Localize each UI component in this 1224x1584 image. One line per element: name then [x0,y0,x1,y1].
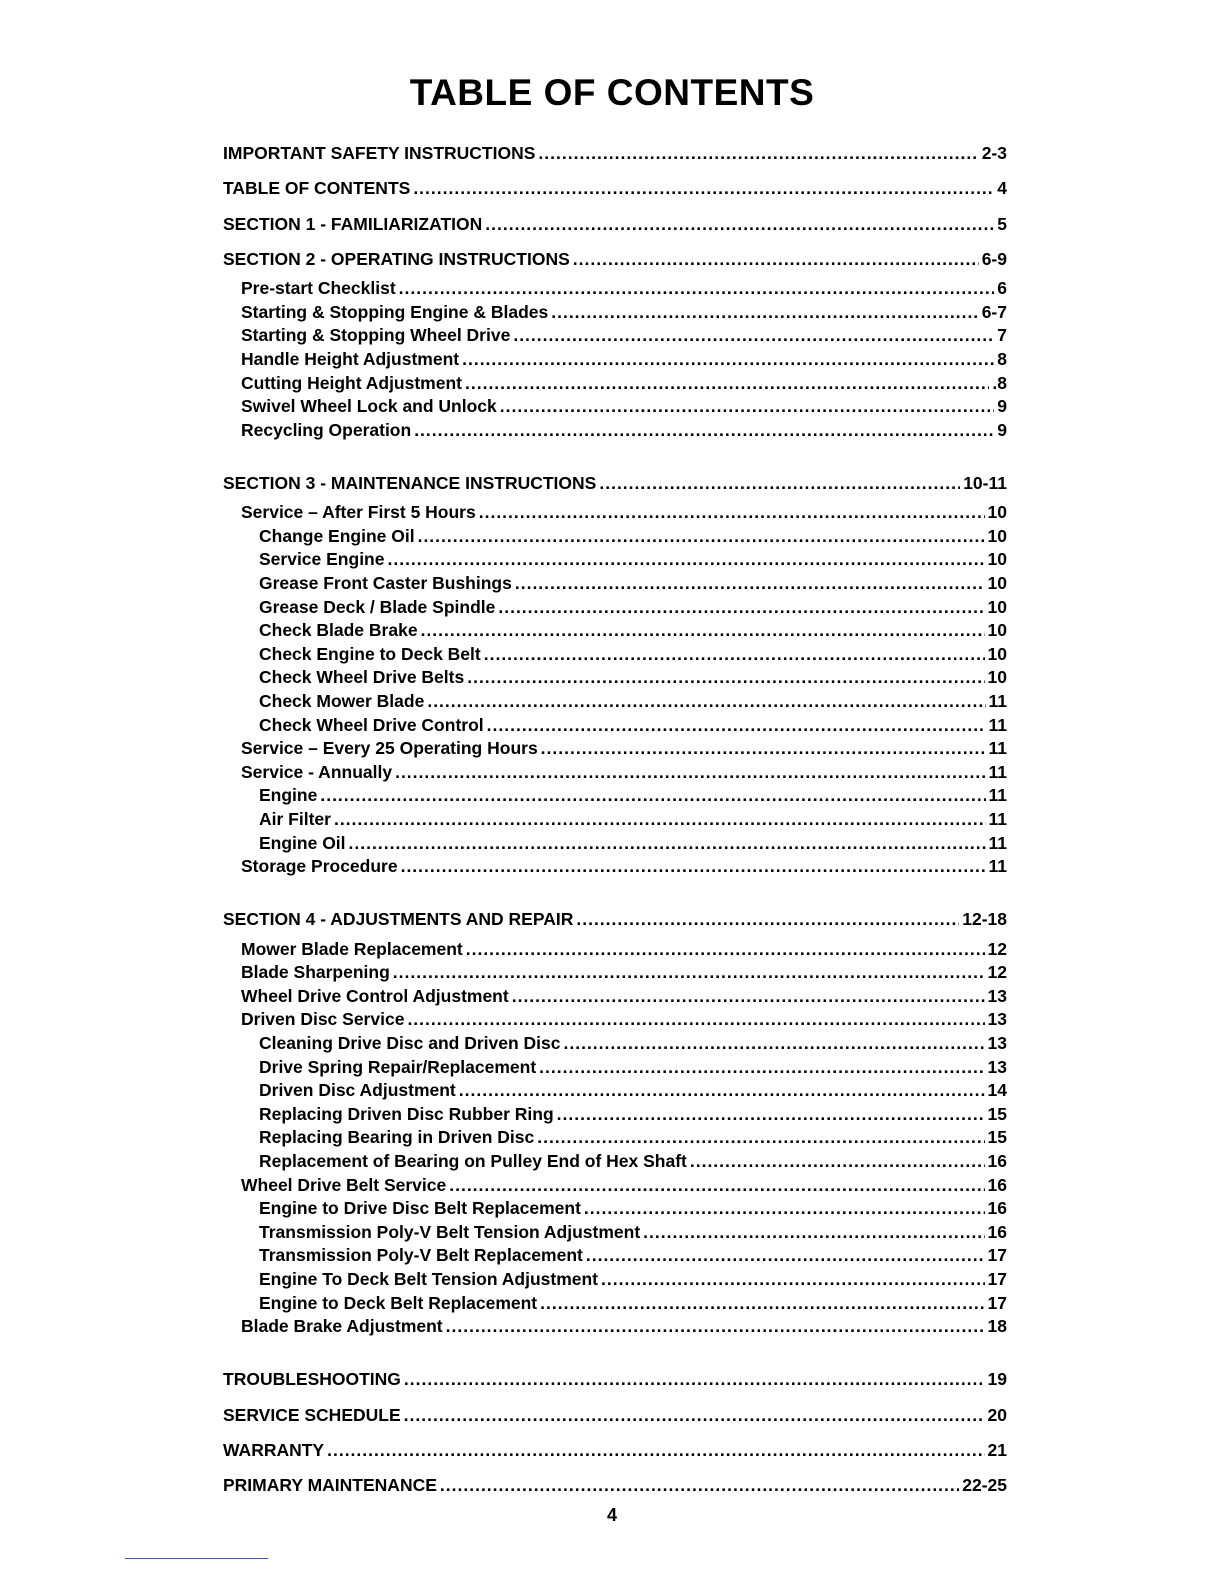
toc-entry-label: Starting & Stopping Engine & Blades [241,301,549,322]
toc-subsection-entry [223,737,1007,761]
toc-entry-page: 10 [987,502,1007,523]
toc-entry-page: 16 [987,1221,1007,1242]
toc-entry-page: 10 [987,573,1007,594]
toc-dot-leader [479,501,985,525]
toc-entry-label: Service - Annually [241,761,393,782]
toc-dot-leader [551,301,978,325]
toc-entry-page: 7 [997,325,1007,346]
toc-section-entry [223,207,1007,242]
toc-entry-label: Wheel Drive Control Adjustment [241,985,509,1006]
toc-subsection-entry [223,277,1007,301]
toc-dot-leader [498,596,984,620]
toc-dot-leader [690,1150,985,1174]
toc-dot-leader [465,372,989,396]
toc-entry-page: 11 [988,690,1007,711]
toc-dot-leader [414,419,994,443]
toc-dot-leader [421,619,985,643]
toc-entry-page: 16 [987,1198,1007,1219]
toc-entry-label: Replacement of Bearing on Pulley End of Hex Shaft [259,1150,687,1171]
toc-entry-label: Transmission Poly-V Belt Tension Adjustment [259,1221,641,1242]
toc-item-entry [223,690,1007,714]
toc-dot-leader [449,1174,984,1198]
toc-dot-leader [537,1126,984,1150]
toc-section-entry [223,136,1007,171]
toc-dot-leader [485,207,994,242]
toc-entry-label: Swivel Wheel Lock and Unlock [241,396,497,417]
toc-section-entry [223,1468,1007,1503]
footer-rule [125,1558,268,1559]
toc-dot-leader [401,855,986,879]
toc-entry-page: 10 [987,525,1007,546]
toc-dot-leader [487,714,986,738]
table-of-contents [223,136,1007,1504]
toc-dot-leader [440,1468,959,1503]
toc-section-entry [223,466,1007,501]
toc-entry-page: 11 [988,761,1007,782]
page-number: 4 [606,1505,617,1525]
toc-dot-leader [484,643,985,667]
toc-section-entry [223,171,1007,206]
toc-entry-label: Recycling Operation [241,419,412,440]
toc-item-entry [223,1150,1007,1174]
toc-subsection-entry [223,761,1007,785]
page-title: TABLE OF CONTENTS [409,72,815,113]
toc-entry-page: 12 [987,962,1007,983]
toc-entry-page: 17 [987,1268,1007,1289]
toc-subsection-entry [223,855,1007,879]
toc-subsection-entry [223,985,1007,1009]
toc-subsection-entry [223,348,1007,372]
toc-item-entry [223,548,1007,572]
toc-entry-page: 10 [987,549,1007,570]
toc-entry-label: Air Filter [259,808,331,829]
toc-dot-leader [601,1268,985,1292]
toc-subsection-entry [223,419,1007,443]
toc-entry-page: 8 [997,348,1007,369]
toc-entry-page: 17 [987,1292,1007,1313]
toc-item-entry [223,525,1007,549]
toc-section-entry [223,1398,1007,1433]
toc-item-entry [223,1056,1007,1080]
toc-dot-leader [327,1433,984,1468]
toc-entry-page: 10-11 [963,472,1007,493]
toc-dot-leader [586,1244,985,1268]
toc-item-entry [223,1221,1007,1245]
toc-entry-page: 13 [987,985,1007,1006]
toc-entry-label: SERVICE SCHEDULE [223,1404,401,1425]
toc-entry-label: Blade Brake Adjustment [241,1316,443,1337]
toc-entry-page: 11 [988,832,1007,853]
toc-item-entry [223,1292,1007,1316]
toc-item-entry [223,784,1007,808]
toc-entry-label: Service Engine [259,549,385,570]
toc-section-entry [223,242,1007,277]
toc-entry-label: Cutting Height Adjustment [241,372,462,393]
toc-dot-leader [462,348,994,372]
toc-entry-page: 13 [987,1056,1007,1077]
toc-entry-label: Engine to Drive Disc Belt Replacement [259,1198,581,1219]
toc-entry-page: 9 [997,396,1007,417]
toc-entry-label: IMPORTANT SAFETY INSTRUCTIONS [223,143,536,163]
toc-entry-page: 12-18 [962,909,1007,930]
toc-entry-page: 10 [987,596,1007,617]
toc-entry-label: Cleaning Drive Disc and Driven Disc [259,1033,561,1053]
toc-entry-label: Blade Sharpening [241,962,390,983]
toc-entry-label: Handle Height Adjustment [241,348,460,369]
toc-entry-page: 21 [987,1439,1007,1460]
toc-entry-label: Check Blade Brake [259,620,418,641]
toc-item-entry [223,1268,1007,1292]
toc-dot-leader [576,902,959,937]
toc-section-entry [223,902,1007,937]
toc-entry-page: 5 [997,213,1007,234]
toc-entry-label: Replacing Driven Disc Rubber Ring [259,1103,554,1124]
toc-dot-leader [564,1032,985,1056]
toc-item-entry [223,596,1007,620]
toc-item-entry [223,714,1007,738]
toc-entry-page: 17 [987,1245,1007,1266]
toc-entry-label: Check Engine to Deck Belt [259,643,481,664]
toc-entry-page: 11 [988,714,1007,735]
toc-dot-leader [404,1398,985,1433]
toc-dot-leader [393,961,985,985]
toc-dot-leader [573,242,979,277]
toc-item-entry [223,619,1007,643]
toc-subsection-entry [223,1174,1007,1198]
toc-dot-leader [539,1056,984,1080]
toc-subsection-entry [223,395,1007,419]
toc-item-entry [223,1103,1007,1127]
toc-entry-page: 11 [988,738,1007,759]
toc-entry-page: 18 [987,1316,1007,1337]
toc-entry-label: Grease Front Caster Bushings [259,573,512,594]
toc-entry-page: 11 [988,808,1007,829]
toc-entry-label: Change Engine Oil [259,525,415,546]
toc-entry-page: 20 [987,1404,1007,1425]
toc-dot-leader [584,1197,985,1221]
toc-dot-leader [334,808,986,832]
toc-entry-label: Engine Oil [259,832,346,853]
toc-dot-leader [407,1008,984,1032]
toc-section-entry [223,1433,1007,1468]
toc-entry-page: 11 [988,856,1007,877]
toc-item-entry [223,1126,1007,1150]
toc-entry-page: 13 [987,1009,1007,1030]
toc-entry-page: 22-25 [962,1475,1007,1496]
toc-dot-leader [467,666,984,690]
toc-item-entry [223,1244,1007,1268]
toc-subsection-entry [223,324,1007,348]
toc-dot-leader [515,572,985,596]
toc-dot-leader [459,1079,985,1103]
toc-dot-leader [446,1315,985,1339]
toc-entry-page: 14 [987,1080,1007,1101]
toc-item-entry [223,832,1007,856]
toc-subsection-entry [223,938,1007,962]
toc-entry-label: Driven Disc Service [241,1009,405,1030]
toc-entry-page: 10 [987,643,1007,664]
toc-dot-leader [513,324,994,348]
toc-entry-label: Check Wheel Drive Control [259,714,484,735]
toc-subsection-entry [223,1008,1007,1032]
toc-entry-label: Engine to Deck Belt Replacement [259,1292,538,1313]
toc-subsection-entry [223,301,1007,325]
toc-entry-label: SECTION 1 - FAMILIARIZATION [223,213,483,234]
toc-entry-label: SECTION 3 - MAINTENANCE INSTRUCTIONS [223,472,597,493]
toc-item-entry [223,572,1007,596]
toc-entry-label: Service – Every 25 Operating Hours [241,738,538,759]
toc-entry-label: Starting & Stopping Wheel Drive [241,325,511,346]
toc-dot-leader [466,938,985,962]
toc-entry-label: Replacing Bearing in Driven Disc [259,1127,535,1148]
toc-entry-label: SECTION 4 - ADJUSTMENTS AND REPAIR [223,909,574,930]
toc-entry-page: 10 [987,667,1007,688]
toc-entry-page: 12 [987,938,1007,959]
toc-entry-page: .8 [992,372,1007,393]
toc-dot-leader [418,525,985,549]
toc-entry-label: Transmission Poly-V Belt Replacement [259,1245,583,1266]
toc-item-entry [223,808,1007,832]
toc-entry-page: 6-7 [981,301,1007,322]
toc-item-entry [223,643,1007,667]
toc-subsection-entry [223,501,1007,525]
toc-entry-label: Check Mower Blade [259,690,425,711]
toc-dot-leader [349,832,986,856]
toc-dot-leader [399,277,995,301]
toc-entry-page: 10 [987,620,1007,641]
toc-entry-label: Mower Blade Replacement [241,938,463,959]
toc-entry-page: 16 [987,1174,1007,1195]
toc-dot-leader [540,1292,984,1316]
toc-entry-label: PRIMARY MAINTENANCE [223,1475,437,1496]
toc-subsection-entry [223,961,1007,985]
toc-dot-leader [413,171,994,206]
toc-dot-leader [643,1221,984,1245]
toc-entry-label: Wheel Drive Belt Service [241,1174,447,1195]
toc-entry-page: 9 [997,419,1007,440]
toc-entry-label: WARRANTY [223,1439,325,1460]
toc-dot-leader [320,784,985,808]
toc-entry-label: Storage Procedure [241,856,398,877]
toc-entry-page: 11 [988,785,1007,806]
toc-dot-leader [599,466,960,501]
toc-dot-leader [500,395,995,419]
toc-entry-label: Check Wheel Drive Belts [259,667,465,688]
toc-entry-label: Engine [259,785,318,806]
toc-entry-label: SECTION 2 - OPERATING INSTRUCTIONS [223,248,570,269]
toc-entry-label: Engine To Deck Belt Tension Adjustment [259,1268,599,1289]
toc-section-entry [223,1362,1007,1397]
toc-dot-leader [395,761,985,785]
toc-dot-leader [557,1103,985,1127]
toc-entry-page: 15 [987,1103,1007,1124]
toc-entry-page: 13 [987,1033,1007,1053]
toc-entry-label: TROUBLESHOOTING [223,1369,401,1390]
toc-entry-page: 6-9 [981,248,1007,269]
toc-item-entry [223,1197,1007,1221]
toc-dot-leader [427,690,985,714]
toc-entry-label: Drive Spring Repair/Replacement [259,1056,537,1077]
toc-entry-page: 19 [987,1369,1007,1390]
toc-entry-label: Driven Disc Adjustment [259,1080,456,1101]
toc-dot-leader [512,985,985,1009]
toc-item-entry [223,666,1007,690]
toc-entry-page: 6 [997,278,1007,299]
toc-dot-leader [538,136,978,171]
toc-entry-page: 15 [987,1127,1007,1148]
toc-entry-page: 16 [987,1150,1007,1171]
toc-subsection-entry [223,1315,1007,1339]
toc-entry-page: 2-3 [981,143,1007,163]
toc-entry-label: Service – After First 5 Hours [241,502,476,523]
toc-item-entry [223,1032,1007,1056]
toc-subsection-entry [223,372,1007,396]
toc-item-entry [223,1079,1007,1103]
toc-entry-page: 4 [997,178,1007,199]
toc-dot-leader [387,548,984,572]
toc-entry-label: TABLE OF CONTENTS [223,178,411,199]
toc-dot-leader [541,737,986,761]
toc-entry-label: Pre-start Checklist [241,278,396,299]
toc-entry-label: Grease Deck / Blade Spindle [259,596,496,617]
toc-dot-leader [404,1362,985,1397]
